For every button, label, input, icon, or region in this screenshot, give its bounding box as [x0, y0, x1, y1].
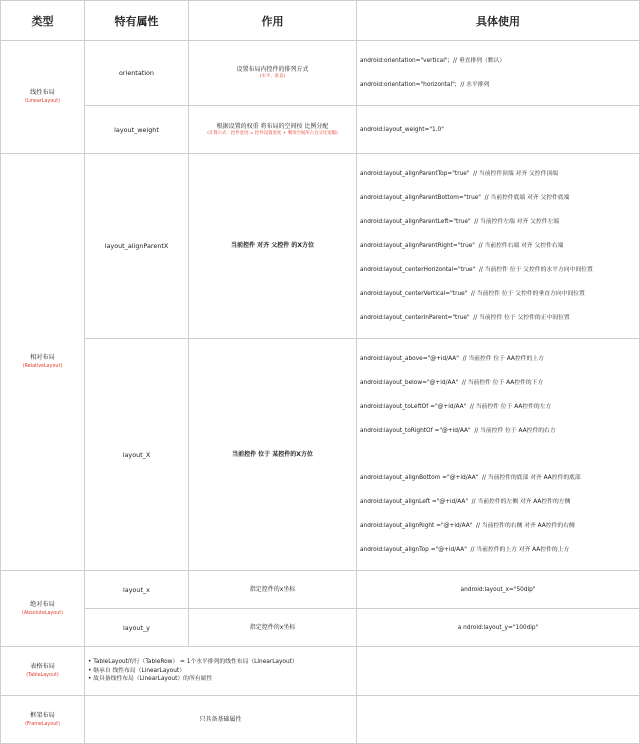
type-sub: (FrameLayout) — [25, 721, 60, 727]
effect-cell: 指定控件的x坐标 — [189, 609, 357, 647]
effect-cell — [189, 106, 357, 154]
header-attr: 特有属性 — [85, 1, 189, 41]
table-row — [1, 41, 640, 106]
usage-line: android:layout_alignParentRight="true" // 当前控件右端 对齐 父控件右端 — [360, 243, 564, 249]
effect-cell: 当前控件 对齐 父控件 的X方位 — [189, 154, 357, 339]
header-usage: 具体使用 — [357, 1, 640, 41]
attr-cell: layout_X — [85, 339, 189, 571]
usage-cell — [357, 339, 640, 571]
effect-cell: 指定控件的x坐标 — [189, 571, 357, 609]
effect-text: 根据设置的权重 将布局的空间按 比例分配 — [216, 122, 329, 130]
usage-line: android:layout_alignLeft ="@+id/AA" // 当前控件的左侧 对齐 AA控件的左侧 — [360, 499, 571, 505]
effect-note: (水平、垂直) — [259, 74, 286, 79]
table-row — [1, 696, 640, 744]
effect-cell — [189, 41, 357, 106]
type-sub: (LinearLayout) — [25, 99, 60, 104]
type-name: 绝对布局 — [30, 600, 55, 608]
header-row — [1, 1, 640, 41]
attr-cell: layout_weight — [85, 106, 189, 154]
type-name: 相对布局 — [30, 354, 55, 361]
usage-line: android:layout_alignRight ="@+id/AA" // 当前控件的右侧 对齐 AA控件的右侧 — [360, 523, 575, 529]
usage-cell — [357, 41, 640, 106]
attr-cell: orientation — [85, 41, 189, 106]
usage-cell — [357, 106, 640, 154]
bullet-item: • 故具备线性布局（LinearLayout）的所有属性 — [88, 676, 213, 683]
type-name: 线性布局 — [30, 89, 55, 96]
attr-cell: layout_alignParentX — [85, 154, 189, 339]
usage-line: android:orientation="horizontal"; // 水平排列 — [360, 82, 490, 88]
bullet-item: • 继承自 线性布局（LinearLayout） — [88, 667, 185, 674]
usage-line: android:layout_above="@+id/AA" // 当前控件 位于 AA控件的上方 — [360, 356, 544, 362]
type-name: 表格布局 — [30, 663, 55, 670]
type-name: 框架布局 — [30, 711, 55, 719]
header-effect: 作用 — [189, 1, 357, 41]
table-layout-notes — [85, 647, 357, 696]
usage-line: android:layout_centerHorizontal="true" // 当前控件 位于 父控件的水平方向中间位置 — [360, 267, 593, 273]
type-cell-table — [1, 647, 85, 696]
effect-cell: 当前控件 位于 某控件的X方位 — [189, 339, 357, 571]
effect-note: (计算公式：控件宽度 = 控件设置宽度 + 剩余空间所占百分比宽幅) — [207, 130, 338, 136]
table-row — [1, 571, 640, 609]
frame-layout-note: 只具备基础属性 — [85, 696, 357, 744]
usage-line: android:layout_below="@+id/AA" // 当前控件 位于 AA控件的下方 — [360, 380, 544, 386]
usage-cell: a ndroid:layout_y="100dip" — [357, 609, 640, 647]
type-sub: (RelativeLayout) — [22, 364, 63, 369]
table-row — [1, 154, 640, 339]
usage-line: android:layout_alignTop ="@+id/AA" // 当前控件的上方 对齐 AA控件的上方 — [360, 547, 570, 553]
attr-cell: layout_x — [85, 571, 189, 609]
empty-usage-cell — [357, 696, 640, 744]
type-sub: (TableLayout) — [26, 673, 59, 678]
type-cell-frame — [1, 696, 85, 744]
type-cell-linear — [1, 41, 85, 154]
usage-line: android:layout_weight="1.0" — [360, 126, 444, 133]
usage-line: android:layout_alignBottom ="@+id/AA" // 当前控件的底部 对齐 AA控件的底部 — [360, 475, 581, 481]
usage-line: android:layout_alignParentLeft="true" // 当前控件左端 对齐 父控件左端 — [360, 219, 560, 225]
usage-spacer — [360, 451, 639, 458]
usage-cell — [357, 154, 640, 339]
bullet-item: • TableLayout的行（TableRow） = 1个水平排列的线性布局（LinearLayout） — [88, 659, 298, 666]
usage-line: android:layout_alignParentTop="true" // 当前控件顶端 对齐 父控件顶端 — [360, 171, 558, 177]
table-row — [1, 647, 640, 696]
empty-usage-cell — [357, 647, 640, 696]
table-row — [1, 106, 640, 154]
header-type: 类型 — [1, 1, 85, 41]
usage-line: android:layout_centerInParent="true" // 当前控件 位于 父控件的正中间位置 — [360, 315, 570, 321]
effect-text: 设置布局内控件的排列方式 — [236, 66, 309, 73]
usage-line: android:orientation="vertical"; // 垂直排列（默认） — [360, 58, 506, 64]
usage-line: android:layout_toLeftOf ="@+id/AA" // 当前控件 位于 AA控件的左方 — [360, 404, 552, 410]
table-row — [1, 609, 640, 647]
type-cell-relative — [1, 154, 85, 571]
table-row — [1, 339, 640, 571]
usage-cell: android:layout_x="50dip" — [357, 571, 640, 609]
usage-line: android:layout_alignParentBottom="true" // 当前控件底端 对齐 父控件底端 — [360, 195, 570, 201]
type-sub: (AbsoluteLayout) — [21, 610, 63, 616]
usage-line: android:layout_centerVertical="true" // 当前控件 位于 父控件的垂直方向中间位置 — [360, 291, 585, 297]
attr-cell: layout_y — [85, 609, 189, 647]
type-cell-absolute — [1, 571, 85, 647]
usage-line: android:layout_toRightOf ="@+id/AA" // 当前控件 位于 AA控件的右方 — [360, 428, 556, 434]
